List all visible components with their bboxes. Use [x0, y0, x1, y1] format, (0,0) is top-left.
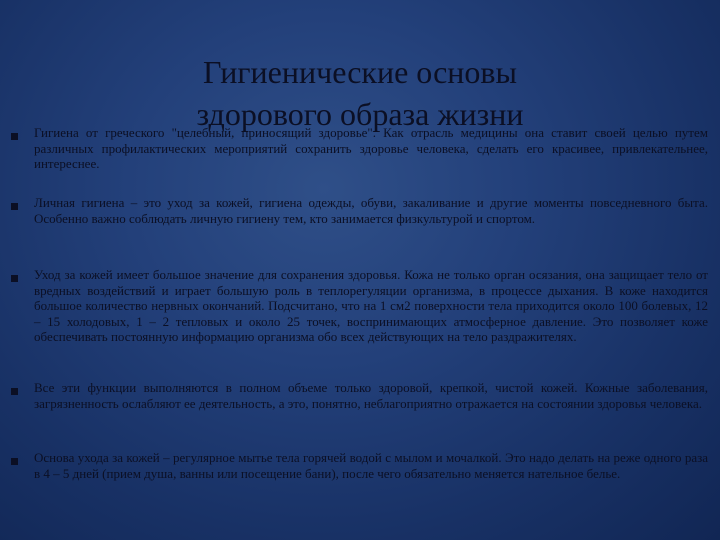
bullet-text-3: Уход за кожей имеет большое значение для сохранения здоровья. Кожа не только орган осязания, она защищает тело от вредных воздействий и играет большую роль в теплорегуляции организма, в процессе дыхания. В коже находится большое количество нервных окончаний. Подсчитано, что на 1 см2 поверхности тела приходится около 100 болевых, 12 – 15 холодовых, 1 – 2 тепловых и около 25 точек, воспринимающих атмосферное давление. Это позволяет коже обеспечивать постоянную информацию организма обо всех действующих на тело раздражителях. [34, 267, 708, 344]
slide-title [0, 51, 720, 135]
bullet-text-5: Основа ухода за кожей – регулярное мытье тела горячей водой с мылом и мочалкой. Это надо делать на реже одного раза в 4 – 5 дней (прием душа, ванны или посещение бани), после чего обязательно меняется нательное белье. [34, 450, 708, 481]
bullet-text-4: Все эти функции выполняются в полном объеме только здоровой, крепкой, чистой кожей. Кожные заболевания, загрязненность ослабляют ее деятельность, а это, понятно, неблагоприятно отражается на состоянии здоровья человека. [34, 380, 708, 411]
square-bullet-icon [11, 203, 18, 210]
square-bullet-icon [11, 275, 18, 282]
square-bullet-icon [11, 458, 18, 465]
bullet-text-1: Гигиена от греческого "целебный, приносящий здоровье". Как отрасль медицины она ставит своей целью путем различных профилактических мероприятий сохранить здоровье человека, сделать его красивее, привлекательнее, интереснее. [34, 125, 708, 171]
slide-title-line-2: здорового образа жизни [196, 96, 524, 133]
bullet-text-2: Личная гигиена – это уход за кожей, гигиена одежды, обуви, закаливание и другие моменты повседневного быта. Особенно важно соблюдать личную гигиену тем, кто занимается физкультурой и спортом. [34, 195, 708, 226]
slide-title-line-1: Гигиенические основы [202, 54, 517, 91]
square-bullet-icon [11, 133, 18, 140]
square-bullet-icon [11, 388, 18, 395]
